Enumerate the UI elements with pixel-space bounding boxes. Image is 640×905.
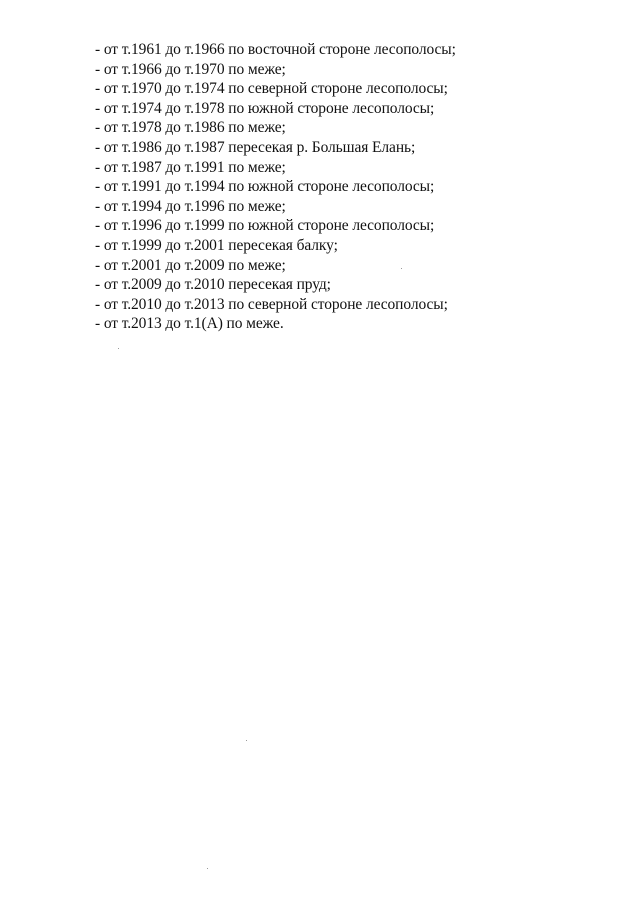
list-item: - от т.2013 до т.1(А) по меже.	[95, 315, 284, 333]
list-item: - от т.1966 до т.1970 по меже;	[95, 60, 286, 78]
scan-speck	[118, 348, 119, 349]
list-item: - от т.2009 до т.2010 пересекая пруд;	[95, 276, 331, 294]
list-item: - от т.1974 до т.1978 по южной стороне лесополосы;	[95, 99, 435, 117]
scan-speck	[246, 740, 247, 741]
list-item: - от т.1999 до т.2001 пересекая балку;	[95, 236, 338, 254]
list-item: - от т.1970 до т.1974 по северной стороне лесополосы;	[95, 80, 448, 98]
scan-speck	[207, 868, 208, 869]
list-item: - от т.1996 до т.1999 по южной стороне лесополосы;	[95, 217, 435, 235]
list-item: - от т.1961 до т.1966 по восточной стороне лесополосы;	[95, 41, 456, 58]
list-item: - от т.1994 до т.1996 по меже;	[95, 197, 286, 215]
list-item: - от т.1986 до т.1987 пересекая р. Большая Елань;	[95, 138, 416, 156]
list-item: - от т.2010 до т.2013 по северной стороне лесополосы;	[95, 295, 448, 313]
list-item: - от т.1978 до т.1986 по меже;	[95, 119, 286, 137]
boundary-description-list	[95, 40, 456, 334]
list-item: - от т.1991 до т.1994 по южной стороне лесополосы;	[95, 178, 435, 196]
list-item: - от т.2001 до т.2009 по меже;	[95, 256, 286, 274]
scan-speck	[401, 268, 402, 269]
list-item: - от т.1987 до т.1991 по меже;	[95, 158, 286, 176]
